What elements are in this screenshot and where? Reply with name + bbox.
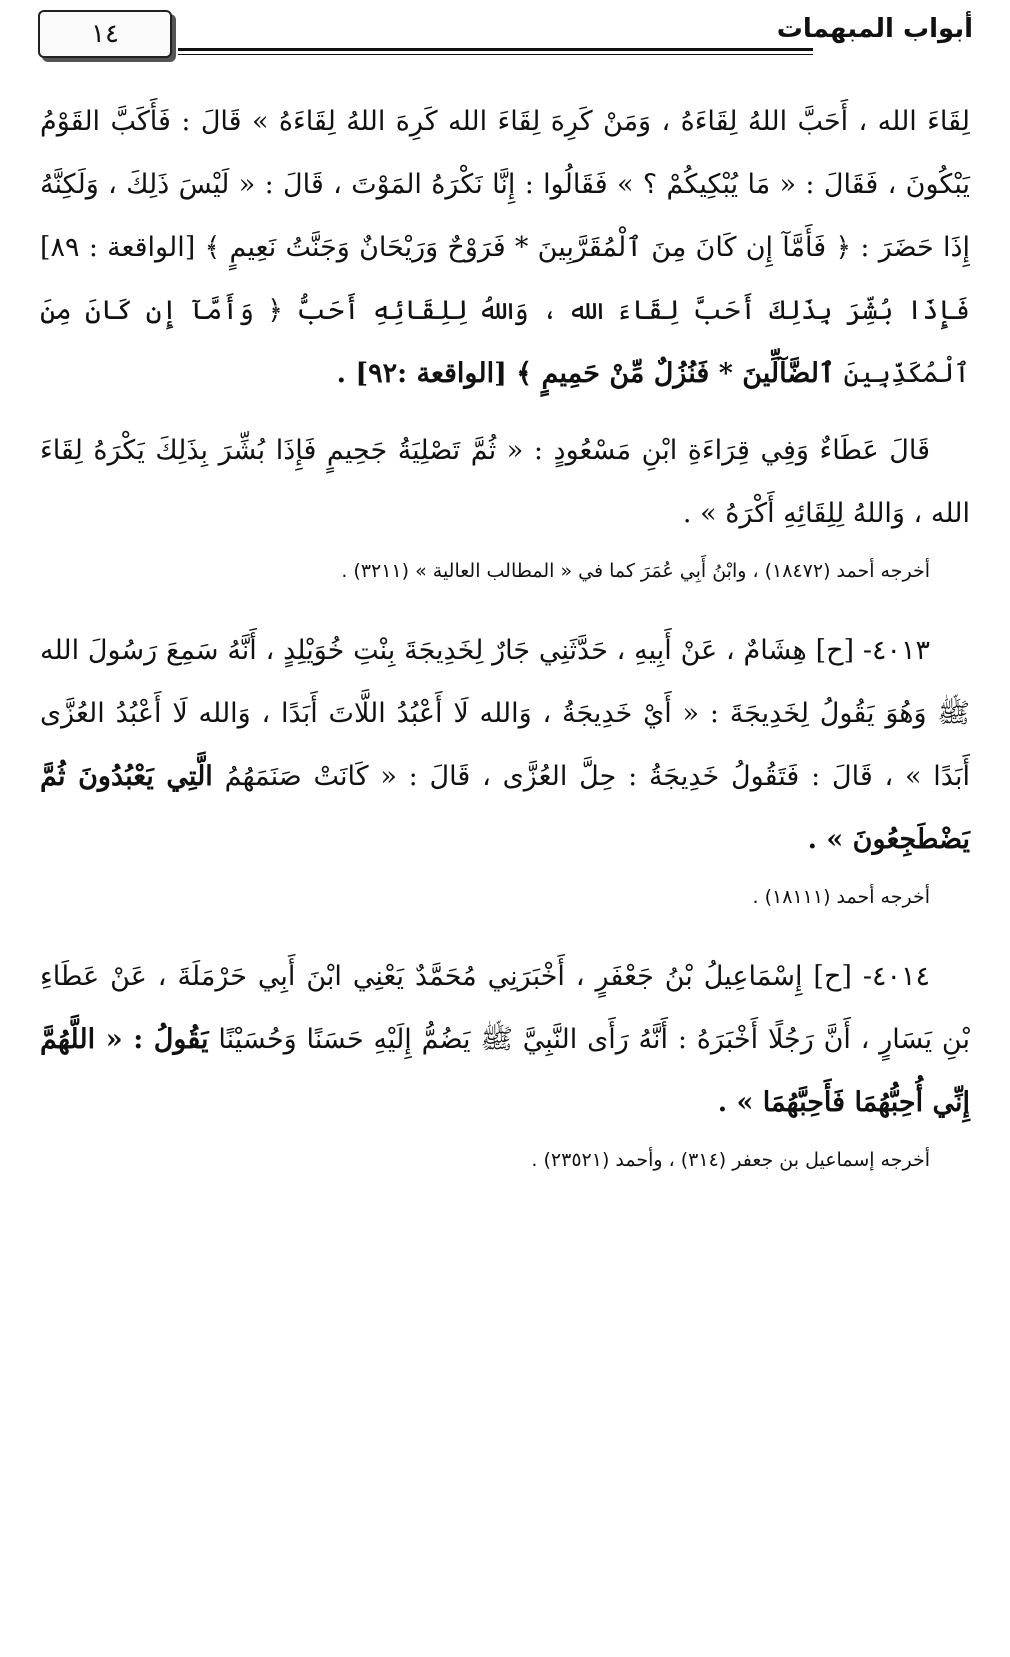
takhrij-note: أخرجه أحمد (١٨١١١) .: [752, 886, 930, 908]
text-line: عَطَاءِ بْنِ يَسَارٍ ، أَنَّ رَجُلًا أَخْبَرَهُ : أَنَّهُ رَأَى النَّبِيَّ ﷺ يَضُمُّ إِلَيْهِ حَسَنًا وَحُسَيْنًا: [40, 961, 970, 1055]
text-line: ٱلضَّآلِّينَ * فَنُزُلٌ مِّنْ حَمِيمٍ ﴾ [الواقعة :٩٢] .: [336, 358, 835, 389]
text-line: الله ، وَاللهُ لِلِقَائِهِ أَكْرَهُ » .: [682, 498, 970, 529]
text-line: يَقُولُ : « اللَّهُمَّ إِنِّي أُحِبُّهُمَا فَأَحِبَّهُمَا » .: [40, 1024, 970, 1118]
text-block-continuation: [40, 90, 970, 405]
paragraph: [40, 945, 970, 1134]
takhrij-note: أخرجه أحمد (١٨٤٧٢) ، وابْنُ أَبِي عُمَرَ كما في « المطالب العالية » (٣٢١١) .: [341, 560, 930, 582]
text-line: أَعْبُدُ العُزَّى أَبَدًا » ، قَالَ : فَتَقُولُ خَدِيجَةُ : حِلَّ العُزَّى ، قَالَ : « كَانَتْ صَنَمَهُمُ: [40, 698, 971, 792]
page-number-text: ١٤: [91, 19, 119, 49]
hadith-4013: [40, 619, 970, 917]
page-number: [38, 10, 172, 58]
header-rule-thin: [178, 54, 813, 55]
page-header: [38, 10, 973, 60]
hadith-4014: [40, 945, 970, 1180]
text-line: ٤٠١٣- [ح] هِشَامٌ ، عَنْ أَبِيهِ ، حَدَّثَنِي جَارٌ لِخَدِيجَةَ بِنْتِ خُوَيْلِدٍ ، أَنَّهُ سَمِعَ: [165, 635, 930, 666]
text-line: لِقَاءَ الله ، أَحَبَّ اللهُ لِقَاءَهُ ، وَمَنْ كَرِهَ لِقَاءَ الله كَرِهَ اللهُ لِقَاءَهُ » قَالَ : فَأَكَبَّ القَوْمُ: [40, 106, 970, 137]
text-line: الَّتِي يَعْبُدُونَ ثُمَّ يَضْطَجِعُونَ » .: [40, 761, 970, 855]
text-line: ٨٩] فَإِذَا بُشِّرَ بِذَلِكَ أَحَبَّ لِقَاءَ الله ، وَاللهُ لِلِقَائِهِ أَحَبُّ ﴿ وَأَمَّآ إِن كَانَ مِنَ ٱلْمُكَذِّبِينَ: [40, 232, 970, 389]
paragraph: [40, 419, 970, 545]
text-line: ٤٠١٤- [ح] إِسْمَاعِيلُ بْنُ جَعْفَرٍ ، أَخْبَرَنِي مُحَمَّدٌ يَعْنِي ابْنَ أَبِي حَرْمَلَةَ ، عَنْ: [110, 961, 930, 992]
running-title: أبواب المبهمات: [776, 14, 973, 44]
text-line: وَلَكِنَّهُ إِذَا حَضَرَ : ﴿ فَأَمَّآ إِن كَانَ مِنَ ٱلْمُقَرَّبِينَ * فَرَوْحٌ وَرَيْحَانٌ وَجَنَّتُ نَعِيمٍ ﴾ [الواقعة :: [40, 169, 970, 263]
page-body: [40, 90, 970, 1208]
text-block-ata-reading: [40, 419, 970, 591]
text-line: رَسُولَ الله ﷺ وَهُوَ يَقُولُ لِخَدِيجَةَ : « أَيْ خَدِيجَةُ ، وَالله لَا أَعْبُدُ اللَّاتَ أَبَدًا ، وَالله لَا: [40, 635, 970, 729]
text-line: يَبْكُونَ ، فَقَالَ : « مَا يُبْكِيكُمْ ؟ » فَقَالُوا : إِنَّا نَكْرَهُ المَوْتَ ، قَالَ : « لَيْسَ ذَلِكَ ،: [108, 169, 970, 200]
text-line: قَالَ عَطَاءٌ وَفِي قِرَاءَةِ ابْنِ مَسْعُودٍ : « ثُمَّ تَصْلِيَةُ جَحِيمٍ فَإِذَا بُشِّرَ بِذَلِكَ يَكْرَهُ لِقَاءَ: [40, 435, 930, 466]
paragraph: [40, 90, 970, 405]
takhrij-note: أخرجه إسماعيل بن جعفر (٣١٤) ، وأحمد (٢٣٥٢١) .: [531, 1149, 930, 1171]
header-rule: [178, 48, 813, 51]
paragraph: [40, 619, 970, 871]
